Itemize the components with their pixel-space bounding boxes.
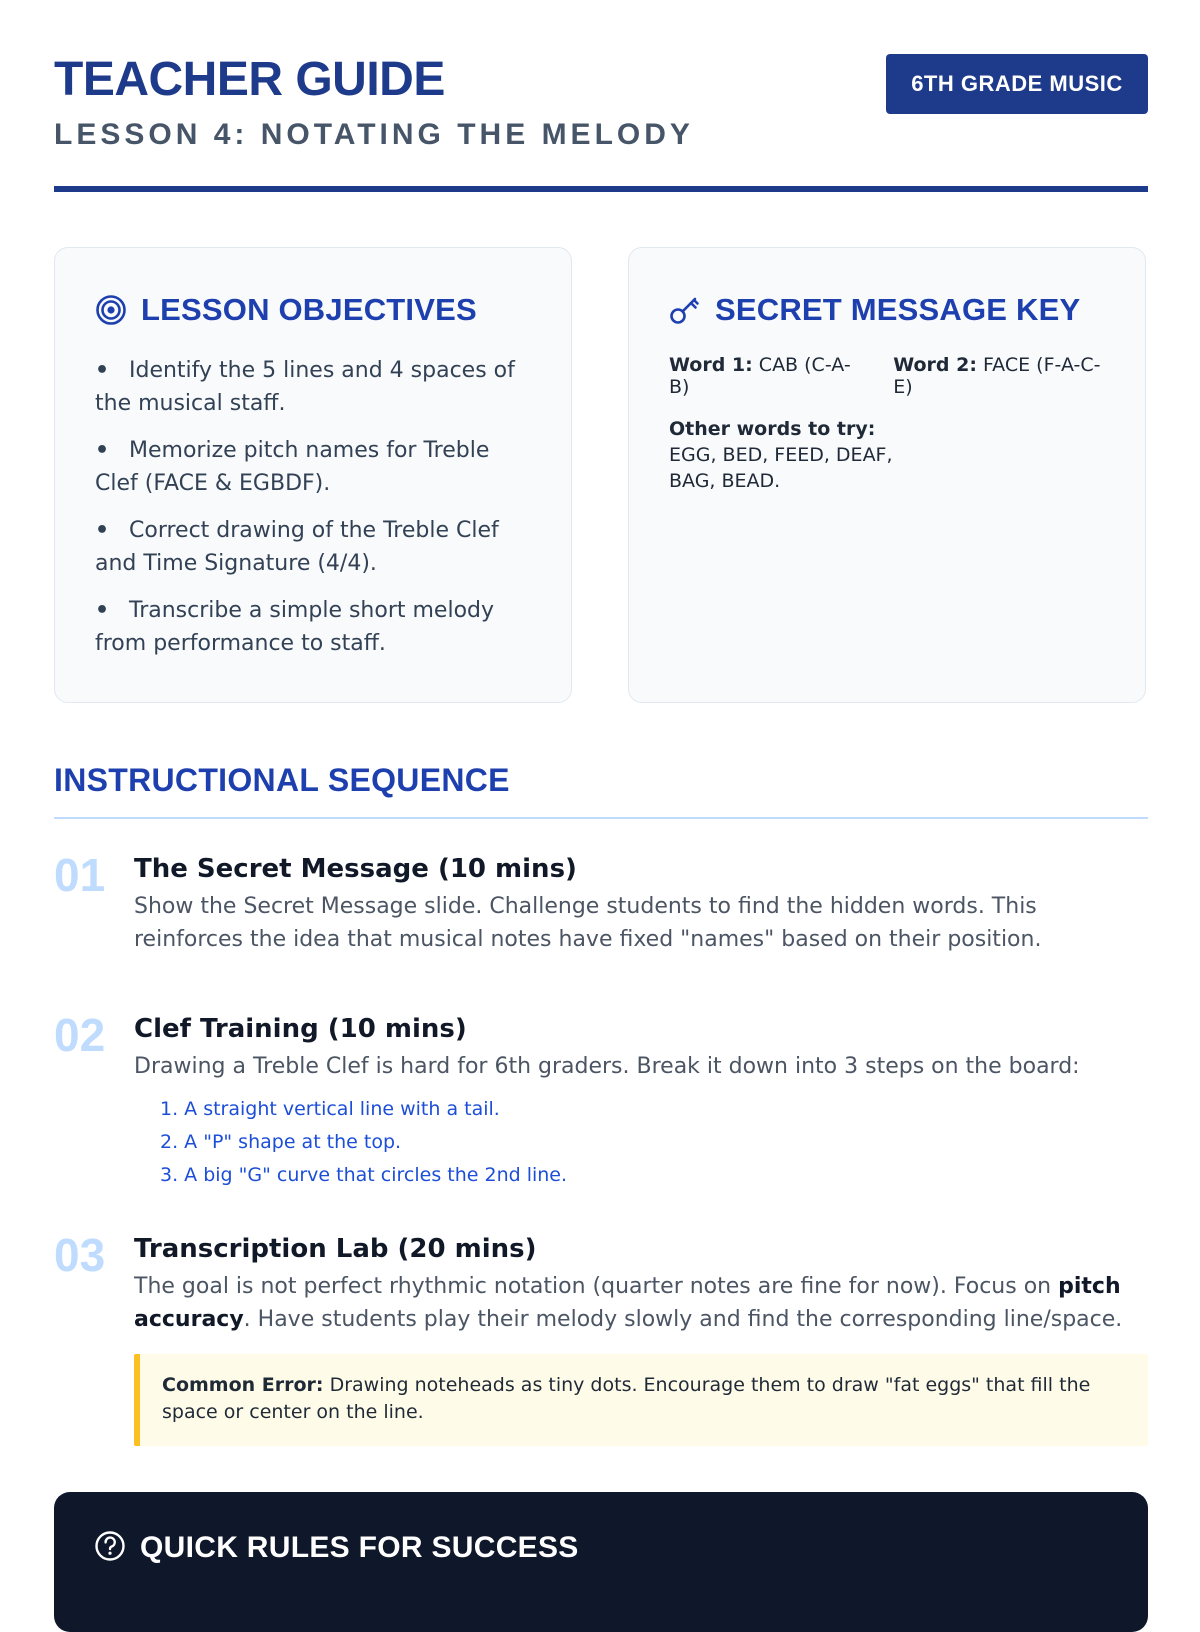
step-body: [134, 1012, 1148, 1192]
step-body: [134, 852, 1148, 956]
callout-label: Common Error:: [162, 1374, 324, 1396]
objectives-card: [54, 247, 572, 703]
page-title: TEACHER GUIDE: [54, 53, 445, 106]
objective-item: • Transcribe a simple short melody from performance to staff.: [95, 598, 495, 656]
other-words: EGG, BED, FEED, DEAF, BAG, BEAD.: [669, 444, 893, 492]
page-subtitle: LESSON 4: NOTATING THE MELODY: [54, 118, 694, 151]
objective-item: • Memorize pitch names for Treble Clef (FACE & EGBDF).: [95, 438, 490, 496]
step-title: Transcription Lab (20 mins): [134, 1234, 537, 1264]
help-circle-icon: [94, 1530, 126, 1566]
step-text: Show the Secret Message slide. Challenge students to find the hidden words. This reinforces the idea that musical notes have fixed "names" based on their position.: [134, 894, 1042, 952]
secret-key-title: SECRET MESSAGE KEY: [715, 292, 1081, 327]
objectives-card-header: [95, 292, 531, 328]
step-title: Clef Training (10 mins): [134, 1014, 467, 1044]
clef-step-item: 3. A big "G" curve that circles the 2nd line.: [160, 1164, 568, 1186]
key-icon: [669, 294, 701, 326]
quick-rules-title: QUICK RULES FOR SUCCESS: [140, 1531, 579, 1564]
step-number: 03: [54, 1229, 106, 1281]
quick-rules-panel: [54, 1492, 1148, 1632]
header: [54, 0, 1148, 194]
clef-step-item: 1. A straight vertical line with a tail.: [160, 1098, 500, 1120]
step-text: The goal is not perfect rhythmic notation (quarter notes are fine for now). Focus on pitch accuracy. Have students play their melody slowly and find the corresponding line/space.: [134, 1274, 1123, 1332]
step-number: 01: [54, 849, 106, 901]
common-error-callout: [134, 1354, 1148, 1446]
step-text: Drawing a Treble Clef is hard for 6th graders. Break it down into 3 steps on the board:: [134, 1054, 1080, 1079]
word-1: Word 1: CAB (C-A-B): [669, 354, 851, 398]
callout-text: Drawing noteheads as tiny dots. Encourage them to draw "fat eggs" that fill the space or center on the line.: [162, 1374, 1091, 1423]
clef-steps-list: [160, 1093, 1148, 1192]
word-2: Word 2: FACE (F-A-C-E): [893, 354, 1101, 398]
secret-key-card-header: [669, 292, 1105, 328]
secret-key-card: [628, 247, 1146, 703]
header-divider: [54, 186, 1148, 192]
objectives-title: LESSON OBJECTIVES: [141, 292, 477, 327]
step-title: The Secret Message (10 mins): [134, 854, 577, 884]
objective-item: • Correct drawing of the Treble Clef and Time Signature (4/4).: [95, 518, 499, 576]
target-icon: [95, 294, 127, 326]
other-words-label: Other words to try:: [669, 418, 876, 440]
teacher-guide-page: [54, 0, 1148, 1564]
summary-cards: [54, 247, 1148, 703]
word-answers: [669, 354, 1105, 398]
grade-badge: 6TH GRADE MUSIC: [886, 54, 1148, 114]
objective-item: • Identify the 5 lines and 4 spaces of the musical staff.: [95, 358, 515, 416]
step-number: 02: [54, 1009, 106, 1061]
sequence-title: INSTRUCTIONAL SEQUENCE: [54, 762, 510, 798]
sequence-divider: [54, 817, 1148, 819]
step-body: [134, 1232, 1148, 1446]
quick-rules-header: [94, 1530, 579, 1566]
clef-step-item: 2. A "P" shape at the top.: [160, 1131, 402, 1153]
objectives-list: [95, 354, 531, 660]
